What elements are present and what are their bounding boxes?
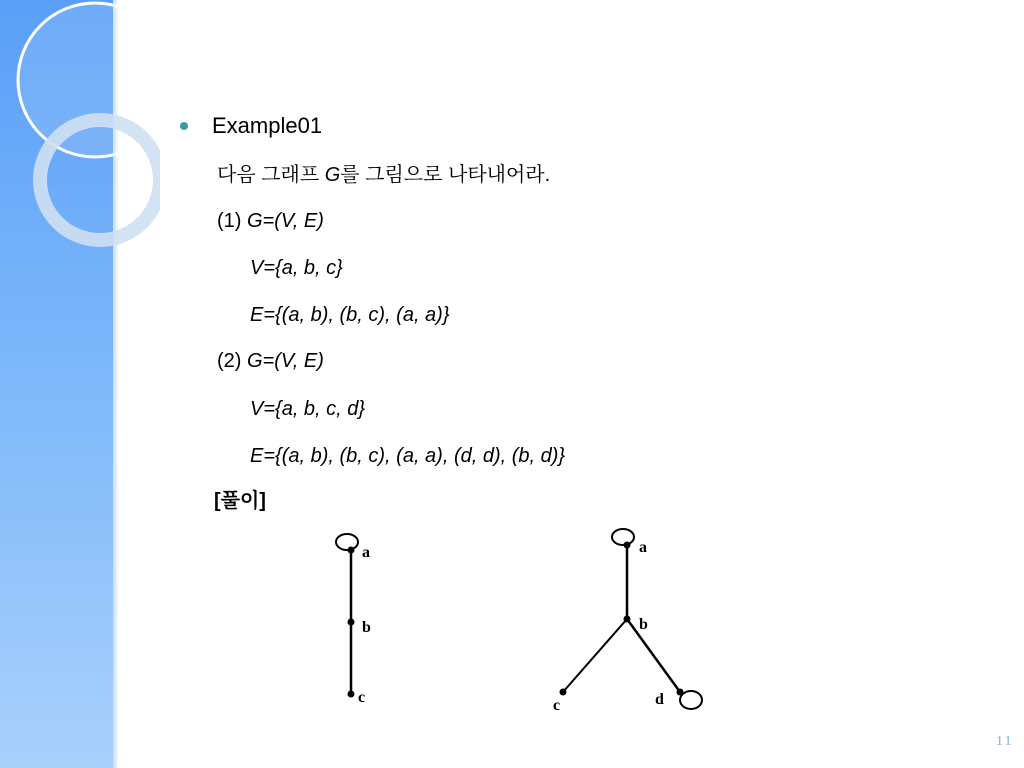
part2-edge-set: E={(a, b), (b, c), (a, a), (d, d), (b, d)} — [250, 445, 566, 467]
instruction-suffix: 를 그림으로 나타내어라. — [340, 164, 551, 186]
graph2-vertex-d — [677, 689, 684, 696]
graph2-label-d: d — [655, 691, 664, 708]
part1-label: (1) — [217, 210, 247, 232]
graph2-loop-d — [680, 691, 702, 709]
graph2-vertex-b — [624, 616, 631, 623]
graph-2 — [553, 529, 702, 714]
graph1-vertex-a — [348, 547, 355, 554]
part1-vertex-set: V={a, b, c} — [250, 257, 343, 279]
instruction-prefix: 다음 그래프 — [217, 164, 325, 186]
graph1-vertex-b — [348, 619, 355, 626]
graph-1 — [336, 534, 371, 706]
part1-g-def: G=(V, E) — [247, 210, 324, 232]
instruction-var: G — [324, 164, 341, 186]
graph2-loop-a — [612, 529, 634, 545]
graph1-label-b: b — [362, 619, 371, 636]
graph2-vertex-c — [560, 689, 567, 696]
page-number: 11 — [996, 734, 1014, 749]
graph2-label-b: b — [639, 616, 648, 633]
solution-label: [풀이] — [214, 490, 266, 512]
graph1-loop-a — [336, 534, 358, 550]
graph2-edge-b-d — [627, 619, 680, 692]
graph2-label-a: a — [639, 539, 647, 556]
graph2-vertex-a — [624, 542, 631, 549]
graph1-vertex-c — [348, 691, 355, 698]
example-heading: Example01 — [212, 113, 323, 138]
graph1-label-a: a — [362, 544, 370, 561]
part2-vertex-set: V={a, b, c, d} — [250, 398, 366, 420]
graph2-label-c: c — [553, 697, 561, 714]
graph2-edge-b-c — [563, 619, 627, 692]
part2-g-def: G=(V, E) — [247, 350, 324, 372]
part1-edge-set: E={(a, b), (b, c), (a, a)} — [250, 304, 450, 326]
part2-label: (2) — [217, 350, 247, 372]
graph1-label-c: c — [358, 689, 366, 706]
